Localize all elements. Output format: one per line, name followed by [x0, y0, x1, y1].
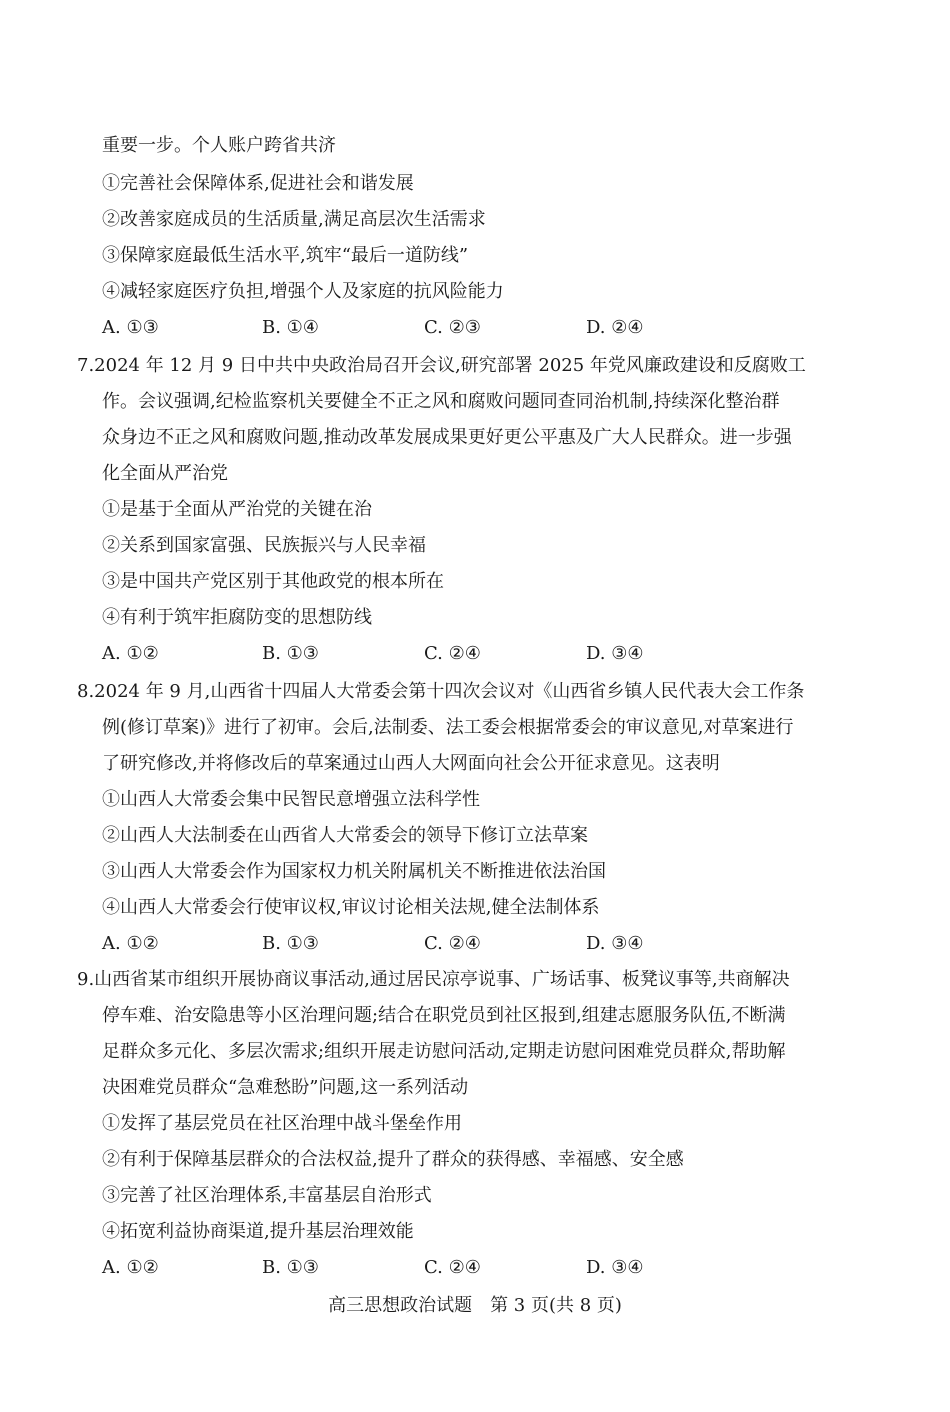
q9-answer-c: C. ②④ [424, 1257, 481, 1278]
q6-answer-b: B. ①④ [262, 317, 319, 338]
q7-stem-line-2: 作。会议强调,纪检监察机关要健全不正之风和腐败问题同查同治机制,持续深化整治群 [102, 391, 780, 412]
q8-answer-b: B. ①③ [262, 933, 319, 954]
page-footer: 高三思想政治试题 第 3 页(共 8 页) [328, 1295, 622, 1316]
q7-stem-line-1: 7.2024 年 12 月 9 日中共中央政治局召开会议,研究部署 2025 年党风廉政建设和反腐败工 [77, 355, 806, 376]
q7-option-2: ②关系到国家富强、民族振兴与人民幸福 [102, 535, 426, 556]
q7-option-1: ①是基于全面从严治党的关键在治 [102, 499, 372, 520]
q9-answer-a: A. ①② [102, 1257, 159, 1278]
q9-answer-b: B. ①③ [262, 1257, 319, 1278]
q8-option-2: ②山西人大法制委在山西省人大常委会的领导下修订立法草案 [102, 825, 588, 846]
q9-answer-choices [102, 1254, 662, 1282]
q8-option-3: ③山西人大常委会作为国家权力机关附属机关不断推进依法治国 [102, 861, 606, 882]
q7-answer-c: C. ②④ [424, 643, 481, 664]
q6-answer-c: C. ②③ [424, 317, 481, 338]
q7-answer-d: D. ③④ [586, 643, 644, 664]
q9-stem-line-4: 决困难党员群众“急难愁盼”问题,这一系列活动 [102, 1077, 469, 1098]
q6-option-4: ④减轻家庭医疗负担,增强个人及家庭的抗风险能力 [102, 281, 504, 302]
q7-stem-line-4: 化全面从严治党 [102, 463, 228, 484]
q9-answer-d: D. ③④ [586, 1257, 644, 1278]
q7-option-3: ③是中国共产党区别于其他政党的根本所在 [102, 571, 444, 592]
q8-stem-line-1: 8.2024 年 9 月,山西省十四届人大常委会第十四次会议对《山西省乡镇人民代表大会工作条 [77, 681, 805, 702]
q8-option-1: ①山西人大常委会集中民智民意增强立法科学性 [102, 789, 480, 810]
q6-option-2: ②改善家庭成员的生活质量,满足高层次生活需求 [102, 209, 486, 230]
q9-stem-line-2: 停车难、治安隐患等小区治理问题;结合在职党员到社区报到,组建志愿服务队伍,不断满 [102, 1005, 786, 1026]
q9-option-4: ④拓宽利益协商渠道,提升基层治理效能 [102, 1221, 414, 1242]
q7-stem-line-3: 众身边不正之风和腐败问题,推动改革发展成果更好更公平惠及广大人民群众。进一步强 [102, 427, 792, 448]
q7-option-4: ④有利于筑牢拒腐防变的思想防线 [102, 607, 372, 628]
q8-answer-choices [102, 930, 662, 958]
q8-answer-d: D. ③④ [586, 933, 644, 954]
q9-stem-line-1: 9.山西省某市组织开展协商议事活动,通过居民凉亭说事、广场话事、板凳议事等,共商解决 [77, 969, 790, 990]
q6-answer-choices [102, 314, 662, 342]
q9-option-1: ①发挥了基层党员在社区治理中战斗堡垒作用 [102, 1113, 462, 1134]
q6-answer-d: D. ②④ [586, 317, 644, 338]
q7-answer-choices [102, 640, 662, 668]
q8-answer-c: C. ②④ [424, 933, 481, 954]
q8-stem-line-2: 例(修订草案)》进行了初审。会后,法制委、法工委会根据常委会的审议意见,对草案进行 [102, 717, 794, 738]
q8-option-4: ④山西人大常委会行使审议权,审议讨论相关法规,健全法制体系 [102, 897, 600, 918]
q9-option-3: ③完善了社区治理体系,丰富基层自治形式 [102, 1185, 432, 1206]
q7-answer-a: A. ①② [102, 643, 159, 664]
q6-stem-tail: 重要一步。个人账户跨省共济 [102, 135, 336, 156]
q6-option-1: ①完善社会保障体系,促进社会和谐发展 [102, 173, 414, 194]
q6-option-3: ③保障家庭最低生活水平,筑牢“最后一道防线” [102, 245, 469, 266]
q6-answer-a: A. ①③ [102, 317, 159, 338]
q7-answer-b: B. ①③ [262, 643, 319, 664]
q8-stem-line-3: 了研究修改,并将修改后的草案通过山西人大网面向社会公开征求意见。这表明 [102, 753, 720, 774]
q9-stem-line-3: 足群众多元化、多层次需求;组织开展走访慰问活动,定期走访慰问困难党员群众,帮助解 [102, 1041, 786, 1062]
q8-answer-a: A. ①② [102, 933, 159, 954]
q9-option-2: ②有利于保障基层群众的合法权益,提升了群众的获得感、幸福感、安全感 [102, 1149, 684, 1170]
